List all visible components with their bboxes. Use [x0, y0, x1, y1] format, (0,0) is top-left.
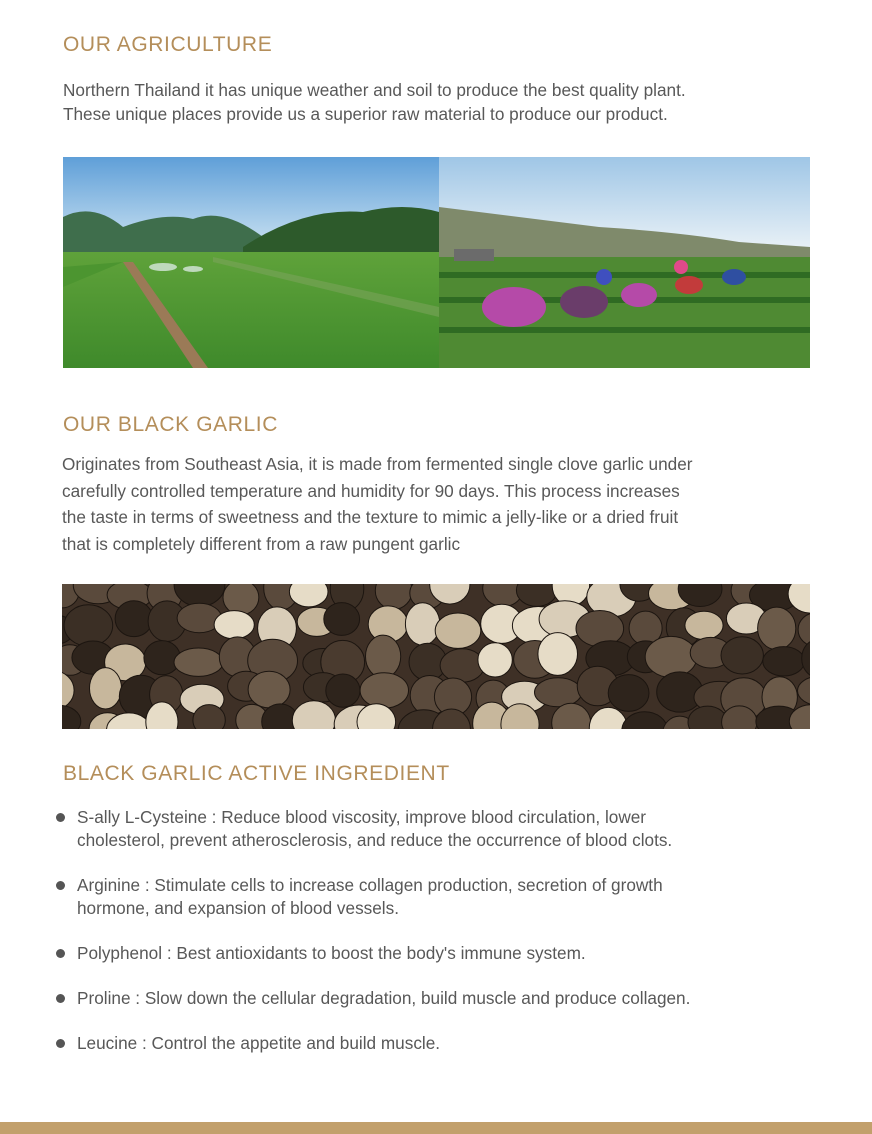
ingredient-text: Leucine : Control the appetite and build muscle. [77, 1033, 441, 1053]
harvest-photo [439, 157, 810, 368]
bullet-icon [56, 881, 65, 890]
bullet-icon [56, 994, 65, 1003]
ingredient-text: hormone, and expansion of blood vessels. [77, 898, 399, 918]
agriculture-text [63, 78, 823, 126]
ingredient-item [54, 806, 824, 852]
ingredients-list [54, 806, 824, 1077]
ingredient-text: cholesterol, prevent atherosclerosis, and reduce the occurrence of blood clots. [77, 830, 673, 850]
bullet-icon [56, 1039, 65, 1048]
black-garlic-photo [62, 584, 810, 729]
agriculture-text-line: These unique places provide us a superior raw material to produce our product. [63, 104, 668, 124]
bullet-icon [56, 949, 65, 958]
bullet-icon [56, 813, 65, 822]
black-garlic-heading: OUR BLACK GARLIC [63, 413, 278, 436]
ingredient-text: S-ally L-Cysteine : Reduce blood viscosity, improve blood circulation, lower [77, 807, 647, 827]
farmland-photo [63, 157, 439, 368]
agriculture-heading: OUR AGRICULTURE [63, 33, 273, 56]
ingredient-item [54, 942, 824, 965]
ingredients-heading: BLACK GARLIC ACTIVE INGREDIENT [63, 762, 450, 785]
ingredient-item [54, 1032, 824, 1055]
black-garlic-text [62, 451, 842, 557]
ingredient-text: Proline : Slow down the cellular degradation, build muscle and produce collagen. [77, 988, 691, 1008]
ingredient-item [54, 874, 824, 920]
ingredient-item [54, 987, 824, 1010]
agriculture-text-line: Northern Thailand it has unique weather and soil to produce the best quality plant. [63, 80, 686, 100]
ingredient-text: Arginine : Stimulate cells to increase collagen production, secretion of growth [77, 875, 663, 895]
black-garlic-text-line: the taste in terms of sweetness and the texture to mimic a jelly-like or a dried fruit [62, 507, 679, 527]
black-garlic-text-line: Originates from Southeast Asia, it is made from fermented single clove garlic under [62, 454, 693, 474]
black-garlic-text-line: that is completely different from a raw pungent garlic [62, 533, 461, 554]
black-garlic-text-line: carefully controlled temperature and humidity for 90 days. This process increases [62, 480, 680, 501]
footer-bar [0, 1122, 872, 1134]
ingredient-text: Polyphenol : Best antioxidants to boost the body's immune system. [77, 943, 586, 963]
